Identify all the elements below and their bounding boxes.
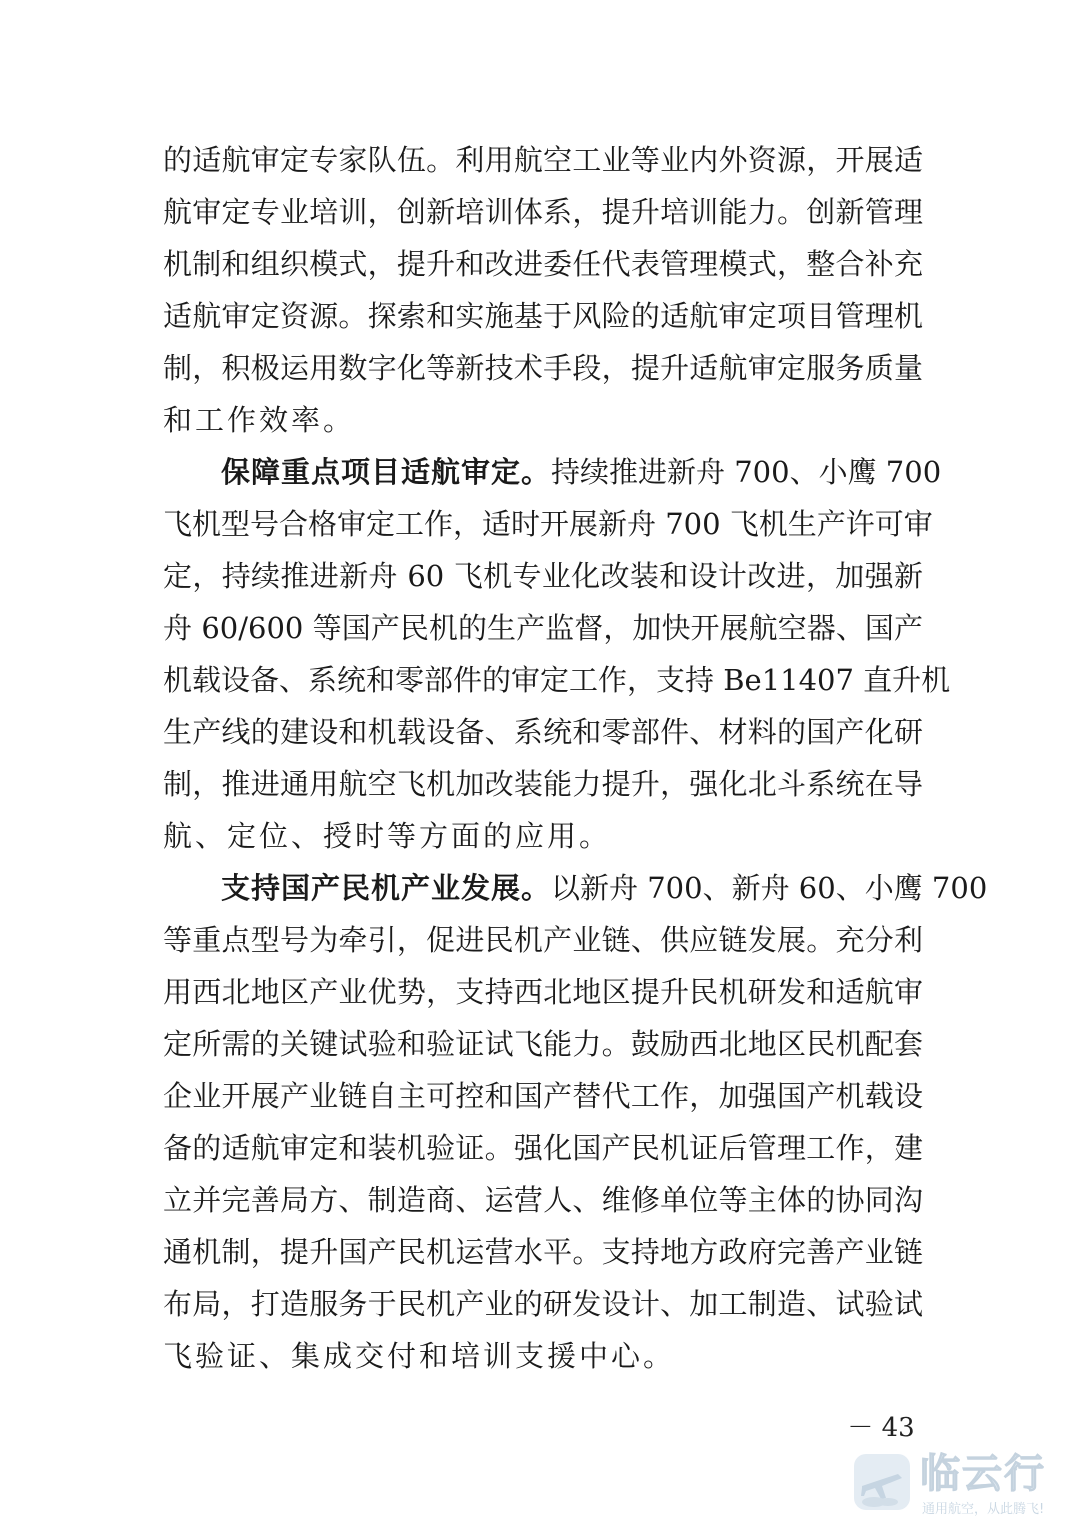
paragraph-2-line-6: 生产线的建设和机载设备、系统和零部件、材料的国产化研	[163, 715, 923, 749]
paragraph-3-line-9: 布局，打造服务于民机产业的研发设计、加工制造、试验试	[163, 1287, 923, 1321]
paragraph-2-line-3: 定，持续推进新舟 60 飞机专业化改装和设计改进，加强新	[163, 559, 923, 593]
watermark-subtitle: 通用航空，从此腾飞!	[922, 1502, 1045, 1517]
paragraph-2-line-2: 飞机型号合格审定工作，适时开展新舟 700 飞机生产许可审	[163, 507, 933, 541]
paragraph-2-line-1	[163, 446, 942, 498]
paragraph-3-line-2: 等重点型号为牵引，促进民机产业链、供应链发展。充分利	[163, 923, 923, 957]
paragraph-3-line-5: 企业开展产业链自主可控和国产替代工作，加强国产机载设	[163, 1079, 923, 1113]
paragraph-1-line-4: 适航审定资源。探索和实施基于风险的适航审定项目管理机	[163, 299, 923, 333]
paragraph-3-line-7: 立并完善局方、制造商、运营人、维修单位等主体的协同沟	[163, 1183, 923, 1217]
airplane-cloud-logo-icon	[852, 1452, 912, 1512]
watermark	[850, 1450, 1070, 1526]
paragraph-1-line-3: 机制和组织模式，提升和改进委任代表管理模式，整合补充	[163, 247, 923, 281]
paragraph-2-line-7: 制，推进通用航空飞机加改装能力提升，强化北斗系统在导	[163, 767, 923, 801]
paragraph-1-line-2: 航审定专业培训，创新培训体系，提升培训能力。创新管理	[163, 195, 923, 229]
paragraph-3-line-3: 用西北地区产业优势，支持西北地区提升民机研发和适航审	[163, 975, 923, 1009]
paragraph-3-line-10: 飞验证、集成交付和培训支援中心。	[163, 1339, 676, 1373]
paragraph-2-line-4: 舟 60/600 等国产民机的生产监督，加快开展航空器、国产	[163, 611, 923, 645]
paragraph-2-heading: 保障重点项目适航审定。	[221, 455, 552, 489]
paragraph-3-line-4: 定所需的关键试验和验证试飞能力。鼓励西北地区民机配套	[163, 1027, 923, 1061]
paragraph-2-line-8: 航、定位、授时等方面的应用。	[163, 819, 612, 853]
paragraph-3-line-8: 通机制，提升国产民机运营水平。支持地方政府完善产业链	[163, 1235, 923, 1269]
paragraph-1-line-6: 和工作效率。	[163, 403, 356, 437]
paragraph-3-line-6: 备的适航审定和装机验证。强化国产民机证后管理工作，建	[163, 1131, 923, 1165]
watermark-title: 临云行	[920, 1451, 1046, 1497]
paragraph-1-line-1: 的适航审定专家队伍。利用航空工业等业内外资源，开展适	[163, 143, 923, 177]
body-text	[163, 134, 988, 1382]
paragraph-3-line-1-text: 以新舟 700、新舟 60、小鹰 700	[551, 871, 988, 905]
paragraph-2-line-1-text: 持续推进新舟 700、小鹰 700	[551, 455, 942, 489]
paragraph-3-heading: 支持国产民机产业发展。	[221, 871, 552, 905]
paragraph-2-line-5: 机载设备、系统和零部件的审定工作，支持 Be11407 直升机	[163, 663, 951, 697]
paragraph-3-line-1	[163, 862, 988, 914]
paragraph-1-line-5: 制，积极运用数字化等新技术手段，提升适航审定服务质量	[163, 351, 923, 385]
page-number: － 43	[847, 1413, 915, 1443]
